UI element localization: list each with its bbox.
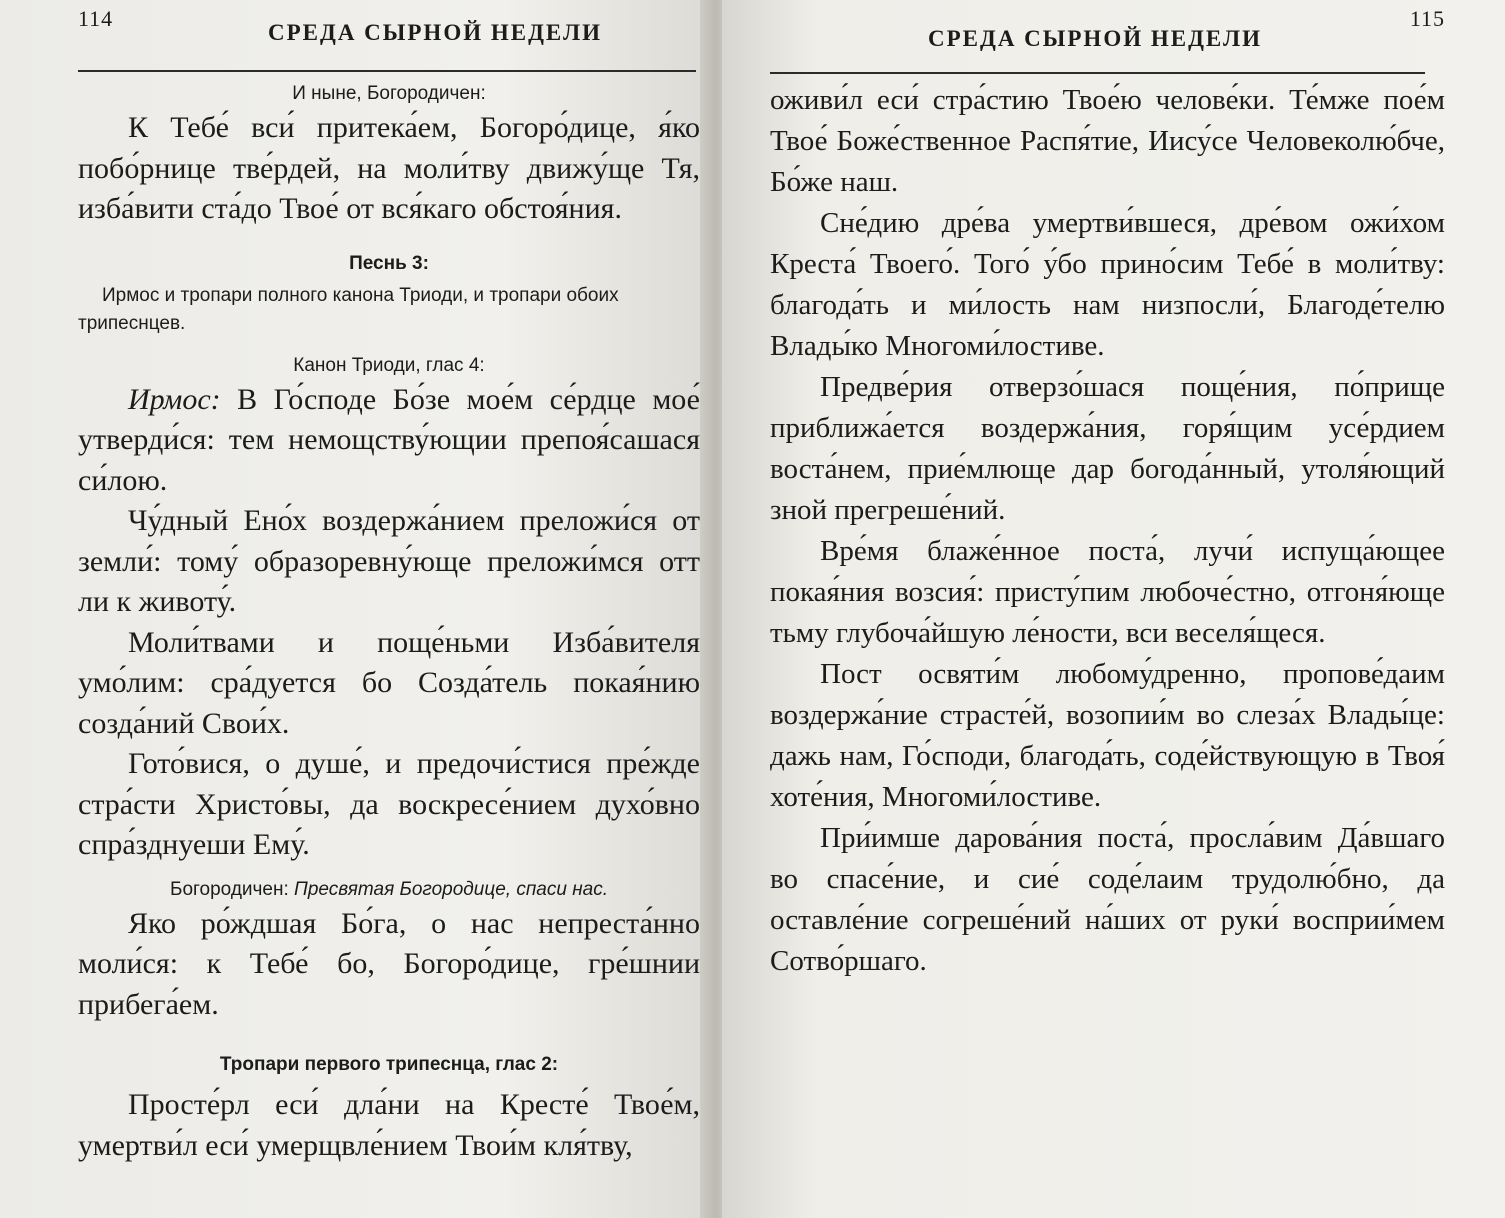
paragraph: Гото́вися, о душе́, и предочи́стися пре́жде стра́сти Христо́вы, да воскресе́нием духо́вно спра́зднуеши Ему́. <box>78 747 700 861</box>
left-running-head <box>78 0 700 74</box>
irmos-paragraph <box>78 380 700 502</box>
right-page <box>722 0 1505 1218</box>
right-page-number: 115 <box>1409 6 1445 31</box>
right-header-rule <box>770 72 1425 74</box>
left-page-number: 114 <box>78 6 114 31</box>
left-text-block-2 <box>78 380 700 866</box>
left-page <box>0 0 718 1218</box>
theotokion-line <box>78 876 700 904</box>
intro-label: И ныне, Богородичен: <box>292 83 486 104</box>
right-running-head <box>770 0 1445 74</box>
troparia-heading: Тропари первого трипеснца, глас 2: <box>219 1054 559 1075</box>
paragraph: Яко ро́ждшая Бо́га, о нас непреста́нно моли́ся: к Тебе́ бо, Богоро́дице, гре́шнии прибега́ем. <box>78 906 700 1021</box>
left-header-rule <box>78 70 696 72</box>
canon-label: Канон Триоди, глас 4: <box>293 354 485 376</box>
right-text-block <box>770 80 1445 982</box>
left-running-title: СРЕДА СЫРНОЙ НЕДЕЛИ <box>268 20 602 45</box>
left-text-block-1 <box>78 108 700 230</box>
paragraph: оживи́л еси́ стра́стию Твое́ю челове́ки. Те́мже пое́м Твое́ Боже́ственное Распя́тие, Иису́се Человеколю́бче, Бо́же наш. <box>770 84 1445 198</box>
paragraph: Моли́твами и поще́ньми Изба́вителя умо́лим: сра́дуется бо Созда́тель покая́нию созда́ний Свои́х. <box>78 625 700 740</box>
paragraph: Вре́мя блаже́нное поста́, лучи́ испуща́ющее покая́ния возсия́: присту́пим любоче́стно, отгоня́юще тьму глубоча́йшую ле́ности, вси веселя́щеся. <box>770 535 1445 649</box>
paragraph: Чу́дный Ено́х воздержа́нием преложи́ся от земли́: тому́ образоревну́юще преложи́мся отт ли к животу́. <box>78 504 700 618</box>
left-text-block-3 <box>78 904 700 1026</box>
song-heading: Песнь 3: <box>349 252 429 274</box>
paragraph: К Тебе́ вси́ притека́ем, Богоро́дице, я́ко побо́рнице тве́рдей, на моли́тву движу́ще Тя, изба́вити ста́до Твое́ от вся́каго обстоя́ния. <box>78 111 700 225</box>
paragraph: Сне́дию дре́ва умертви́вшеся, дре́вом ожи́хом Креста́ Твоего́. Того́ у́бо прино́сим Тебе́ в моли́тву: благода́ть и ми́лость нам низпосли́, Благоде́телю Влады́ко Многоми́лостиве. <box>770 207 1445 362</box>
right-running-title: СРЕДА СЫРНОЙ НЕДЕЛИ <box>928 26 1262 51</box>
irmos-label: Ирмос: <box>128 382 221 416</box>
paragraph: Просте́рл еси́ дла́ни на Кресте́ Твое́м, умертви́л еси́ умерщвле́нием Твои́м кля́тву, <box>78 1088 700 1162</box>
theotokion-italic: Пресвятая Богородице, спаси нас. <box>294 878 609 900</box>
paragraph: Предве́рия отверзо́шася поще́ния, по́прище приближа́ется воздержа́ния, горя́щим усе́рдием воста́нем, прие́млюще дар богода́нный, утоля́ющий зной прегреше́ний. <box>770 371 1445 526</box>
theotokion-label: Богородичен: <box>169 878 295 900</box>
irmos-text: В Го́споде Бо́зе мое́м се́рдце мое́ утверди́ся: тем немощству́ющии препоя́сашася си́лою. <box>78 382 700 497</box>
song-note: Ирмос и тропари полного канона Триоди, и тропари обоих трипеснцев. <box>78 284 619 334</box>
paragraph: При́имше дарова́ния поста́, просла́вим Да́вшаго во спасе́ние, и сие́ соде́лаим трудолю́бно, да оставле́ние согреше́ний на́ших от руки́ восприи́мем Сотво́ршаго. <box>770 822 1445 977</box>
paragraph: Пост освяти́м любому́дренно, пропове́даим воздержа́ние страсте́й, возопии́м во слеза́х Влады́це: дажь нам, Го́споди, благода́ть, соде́йствующую в Твоя́ хоте́ния, Многоми́лостиве. <box>770 658 1445 813</box>
left-text-block-4 <box>78 1085 700 1166</box>
